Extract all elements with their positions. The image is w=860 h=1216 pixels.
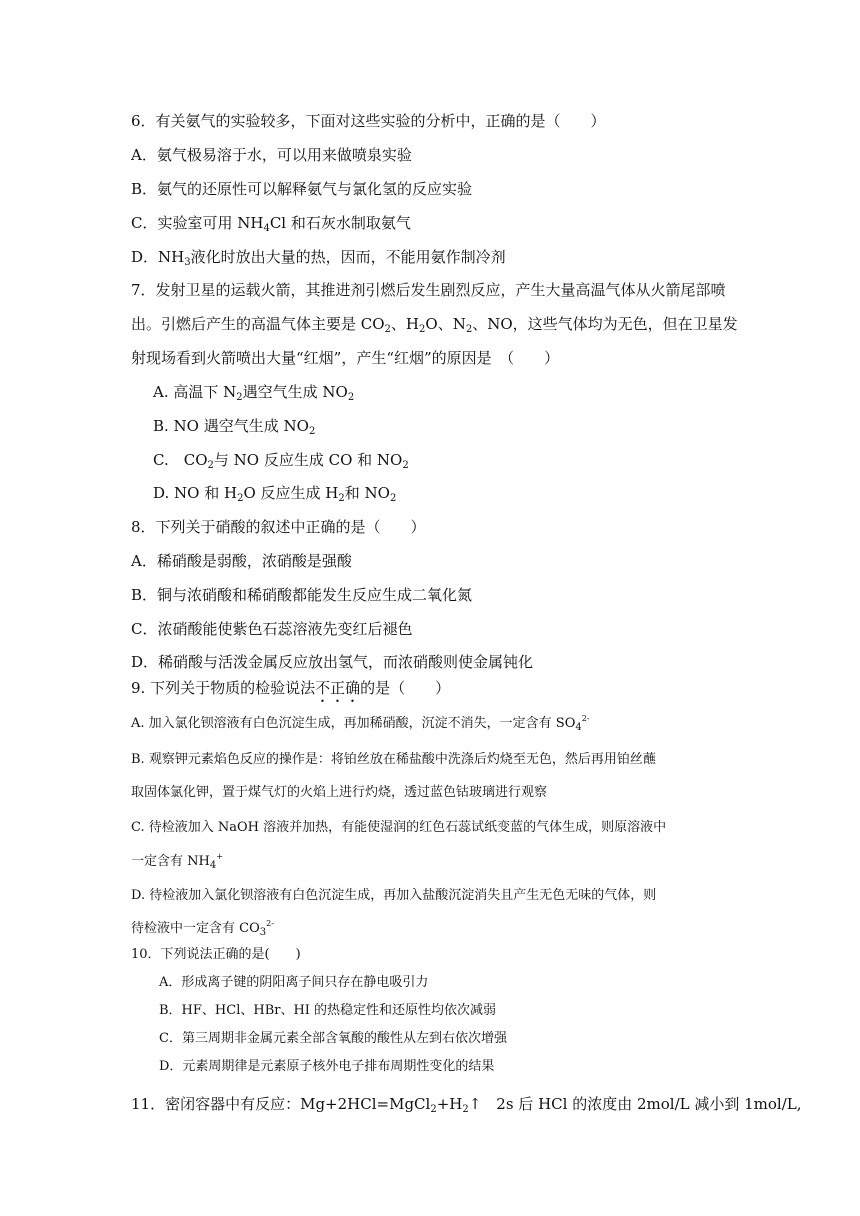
q9-option-d-line-2: 待检液中一定含有 $CO_3^{2-}$ [131, 919, 274, 938]
q8-option-a: A．稀硝酸是弱酸，浓硝酸是强酸 [131, 552, 352, 570]
q7-option-a: A. 高温下 $N_2$遇空气生成 $NO_2$ [153, 383, 355, 403]
q9-option-a: A. 加入氯化钡溶液有白色沉淀生成，再加稀硝酸，沉淀不消失，一定含有 $SO_4^{2-}$ [131, 714, 590, 733]
q7-option-b: B. NO 遇空气生成 $NO_2$ [153, 417, 316, 437]
q9-option-c-line-2: 一定含有 $NH_4^+$ [131, 852, 223, 871]
q7-option-c: C. $CO_2$与 NO 反应生成 CO 和 $NO_2$ [153, 451, 409, 471]
q10-option-c: C．第三周期非金属元素全部含氧酸的酸性从左到右依次增强 [159, 1031, 507, 1046]
q6-option-b: B．氨气的还原性可以解释氨气与氯化氢的反应实验 [131, 180, 473, 198]
q8-option-c: C．浓硝酸能使紫色石蕊溶液先变红后褪色 [131, 620, 413, 638]
q10-option-b: B．HF、HCl、HBr、HI 的热稳定性和还原性均依次减弱 [159, 1003, 497, 1018]
q10-option-d: D．元素周期律是元素原子核外电子排布周期性变化的结果 [159, 1059, 495, 1074]
q9-option-d-line-1: D. 待检液加入氯化钡溶液有白色沉淀生成，再加入盐酸沉淀消失且产生无色无味的气体，则 [131, 888, 657, 903]
q7-stem-line-2: 出。引燃后产生的高温气体主要是 $CO_2$、$H_2O$、$N_2$、NO，这些气体均为无色，但在卫星发 [131, 315, 738, 335]
q9-option-b-line-1: B. 观察钾元素焰色反应的操作是：将铂丝放在稀盐酸中洗涤后灼烧至无色，然后再用铂丝蘸 [131, 752, 656, 767]
q9-option-b-line-2: 取固体氯化钾，置于煤气灯的火焰上进行灼烧，透过蓝色钴玻璃进行观察 [131, 785, 548, 800]
q11-stem: 11．密闭容器中有反应：$Mg+2HCl=MgCl_2+H_2↑$ 2s 后 HCl 的浓度由 2mol/L 减小到 1mol/L, [131, 1095, 802, 1115]
emphasis-not-correct: 不正确 [315, 679, 361, 697]
q8-option-b: B．铜与浓硝酸和稀硝酸都能发生反应生成二氧化氮 [131, 586, 473, 604]
q7-option-d: D. NO 和 $H_2O$ 反应生成 $H_2$和 $NO_2$ [153, 484, 397, 504]
q8-stem: 8．下列关于硝酸的叙述中正确的是（ ） [131, 518, 426, 536]
q10-option-a: A．形成离子键的阴阳离子间只存在静电吸引力 [159, 975, 429, 990]
q10-stem: 10．下列说法正确的是( ) [131, 947, 301, 962]
q8-option-d: D．稀硝酸与活泼金属反应放出氢气，而浓硝酸则使金属钝化 [131, 653, 534, 671]
q7-stem-line-3: 射现场看到火箭喷出大量“红烟”，产生“红烟”的原因是 （ ） [131, 349, 560, 367]
q9-stem: 9. 下列关于物质的检验说法不正确的是（ ） [131, 679, 451, 697]
q6-stem: 6．有关氨气的实验较多，下面对这些实验的分析中，正确的是（ ） [131, 112, 606, 130]
q9-option-c-line-1: C. 待检液加入 NaOH 溶液并加热，有能使湿润的红色石蕊试纸变蓝的气体生成，则原溶液中 [131, 820, 667, 835]
q6-option-a: A．氨气极易溶于水，可以用来做喷泉实验 [131, 146, 412, 164]
q7-stem-line-1: 7．发射卫星的运载火箭，其推进剂引燃后发生剧烈反应，产生大量高温气体从火箭尾部喷 [131, 281, 726, 299]
q6-option-c: C．实验室可用 $NH_4Cl$ 和石灰水制取氨气 [131, 214, 411, 234]
q6-option-d: D．$NH_3$液化时放出大量的热，因而，不能用氨作制冷剂 [131, 248, 506, 268]
